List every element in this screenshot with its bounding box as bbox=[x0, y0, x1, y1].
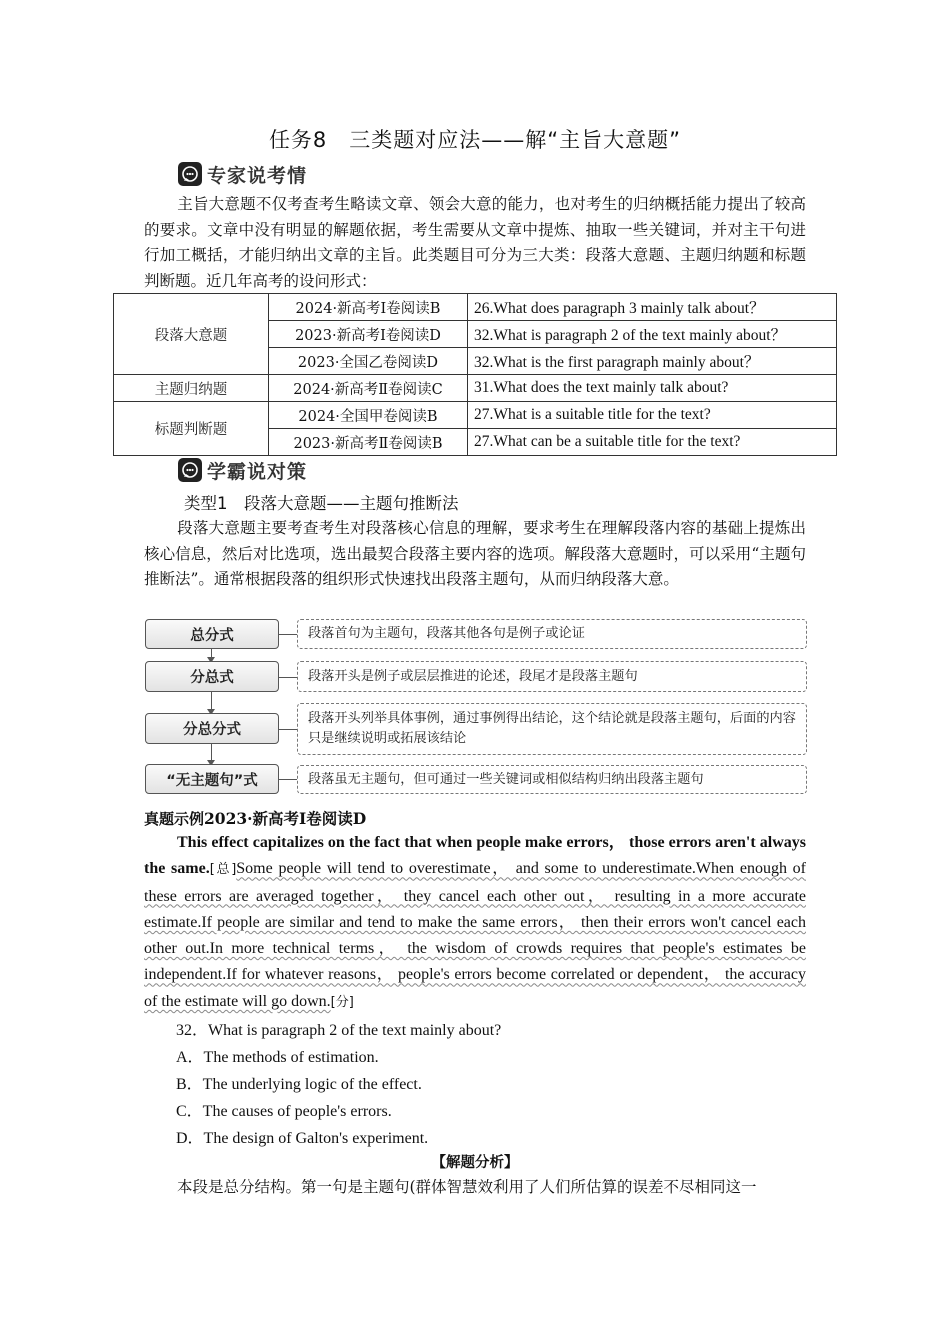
option-a: A．The methods of estimation. bbox=[176, 1049, 379, 1066]
flow-box-total-part: 总分式 bbox=[145, 619, 279, 649]
analysis-text: 本段是总分结构。第一句是主题句(群体智慧效利用了人们所估算的误差不尽相同这一 bbox=[177, 1178, 757, 1196]
source-cell: 2023·全国乙卷阅读D bbox=[269, 348, 468, 375]
source-cell: 2023·新高考Ⅱ卷阅读B bbox=[269, 429, 468, 456]
table-row bbox=[114, 375, 837, 402]
question-cell: 27.What can be a suitable title for the text? bbox=[468, 429, 837, 456]
source-cell: 2024·新高考Ⅱ卷阅读C bbox=[269, 375, 468, 402]
table-row bbox=[114, 402, 837, 429]
section-heading-strategy bbox=[178, 457, 307, 483]
strategy-paragraph-text: 段落大意题主要考查考生对段落核心信息的理解，要求考生在理解段落内容的基础上提炼出核心信息，然后对比选项，选出最契合段落主要内容的选项。解段落大意题时，可以采用“主题句推断法”。通常根据段落的组织形式快速找出段落主题句，从而归纳段落大意。 bbox=[144, 519, 806, 588]
flow-connector bbox=[279, 677, 297, 678]
flow-box-part-total-part: 分总分式 bbox=[145, 713, 279, 744]
flow-arrow bbox=[211, 649, 212, 661]
chat-bubble-icon bbox=[178, 162, 202, 186]
category-cell: 标题判断题 bbox=[114, 402, 269, 456]
option-d: D．The design of Galton's experiment. bbox=[176, 1130, 429, 1147]
flow-arrow bbox=[211, 692, 212, 713]
intro-paragraph-text: 主旨大意题不仅考查考生略读文章、领会大意的能力，也对考生的归纳概括能力提出了较高的要求。文章中没有明显的解题依据，考生需要从文章中提炼、抽取一些关键词，并对主干句进行加工概括，才能归纳出文章的主旨。此类题目可分为三大类：段落大意题、主题归纳题和标题判断题。近几年高考的设问形式： bbox=[144, 195, 806, 290]
page-title: 任务8 三类题对应法——解“主旨大意题” bbox=[268, 128, 682, 152]
source-cell: 2024·全国甲卷阅读B bbox=[269, 402, 468, 429]
section-heading-text: 学霸说对策 bbox=[207, 460, 308, 483]
intro-paragraph bbox=[144, 192, 806, 294]
flow-desc-part-total: 段落开头是例子或层层推进的论述，段尾才是段落主题句 bbox=[297, 661, 807, 692]
flow-connector bbox=[279, 729, 297, 730]
strategy-paragraph bbox=[144, 516, 806, 593]
flow-desc-no-topic: 段落虽无主题句，但可通过一些关键词或相似结构归纳出段落主题句 bbox=[297, 765, 807, 794]
example-heading bbox=[144, 807, 366, 829]
question-stem: 32．What is paragraph 2 of the text mainly about? bbox=[176, 1022, 502, 1039]
example-passage bbox=[144, 830, 806, 1016]
question-cell: 31.What does the text mainly talk about? bbox=[468, 375, 837, 402]
flow-desc-part-total-part: 段落开头列举具体事例，通过事例得出结论，这个结论就是段落主题句，后面的内容只是继续说明或拓展该结论 bbox=[297, 703, 807, 755]
section-heading-expert bbox=[178, 161, 307, 187]
source-cell: 2024·新高考Ⅰ卷阅读B bbox=[269, 294, 468, 321]
option-c: C．The causes of people's errors. bbox=[176, 1103, 392, 1120]
example-source: 2023·新高考Ⅰ卷阅读D bbox=[204, 809, 367, 828]
part-marker: [分] bbox=[330, 994, 354, 1010]
chat-bubble-icon bbox=[178, 458, 202, 482]
question-cell: 32.What is paragraph 2 of the text mainly about？ bbox=[468, 321, 837, 348]
flow-box-no-topic: “无主题句”式 bbox=[145, 764, 279, 794]
example-label: 真题示例 bbox=[144, 810, 205, 828]
option-b: B．The underlying logic of the effect. bbox=[176, 1076, 422, 1093]
type-heading: 类型1 段落大意题——主题句推断法 bbox=[184, 494, 459, 513]
question-cell: 26.What does paragraph 3 mainly talk about？ bbox=[468, 294, 837, 321]
exam-question-table bbox=[113, 293, 837, 456]
analysis-paragraph bbox=[144, 1175, 806, 1201]
question-cell: 32.What is the first paragraph mainly about？ bbox=[468, 348, 837, 375]
question-cell: 27.What is a suitable title for the text? bbox=[468, 402, 837, 429]
section-heading-text: 专家说考情 bbox=[207, 164, 308, 187]
flow-box-part-total: 分总式 bbox=[145, 661, 279, 692]
topic-sentence: This effect capitalizes on the fact that when people make errors， those errors aren't always the same. bbox=[144, 834, 806, 878]
flow-arrow bbox=[211, 744, 212, 764]
source-cell: 2023·新高考Ⅰ卷阅读D bbox=[269, 321, 468, 348]
flow-connector bbox=[279, 634, 297, 635]
category-cell: 段落大意题 bbox=[114, 294, 269, 375]
category-cell: 主题归纳题 bbox=[114, 375, 269, 402]
flow-connector bbox=[279, 779, 297, 780]
supporting-sentences: Some people will tend to overestimate， and some to underestimate.When enough of these errors are averaged together， they cancel each other out， resulting in a more accurate estimate.If people are similar and tend to make the same errors， then their errors won't cancel each other out.In more technical terms， the wisdom of crowds requires that people's estimates be independent.If for whatever reasons， people's errors become correlated or dependent， the accuracy of the estimate will go down. bbox=[144, 860, 806, 1010]
analysis-heading: 【解题分析】 bbox=[431, 1155, 519, 1171]
total-marker: [总] bbox=[209, 862, 237, 878]
table-row bbox=[114, 294, 837, 321]
flow-desc-total-part: 段落首句为主题句，段落其他各句是例子或论证 bbox=[297, 619, 807, 649]
